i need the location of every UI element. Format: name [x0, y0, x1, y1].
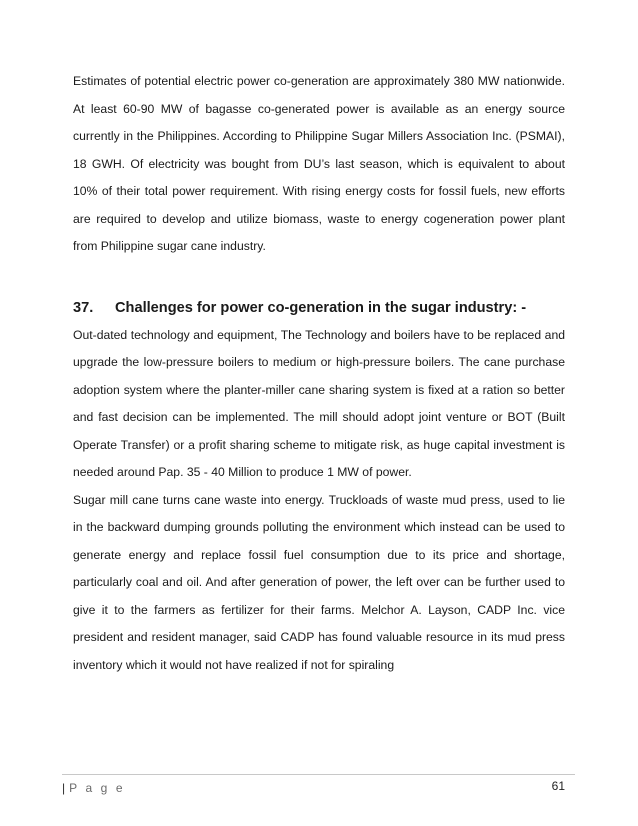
- section-heading: [73, 295, 565, 321]
- intro-paragraph: Estimates of potential electric power co-generation are approximately 380 MW nationwide. At least 60-90 MW of bagasse co-generated power is available as an energy source currently in the Philippines. According to Philippine Sugar Millers Association Inc. (PSMAI), 18 GWH. Of electricity was bought from DU’s last season, which is equivalent to about 10% of their total power requirement. With rising energy costs for fossil fuels, new efforts are required to develop and utilize biomass, waste to energy cogeneration power plant from Philippine sugar cane industry.: [73, 74, 565, 253]
- page-number: 61: [551, 779, 565, 793]
- section-paragraph-1: Out-dated technology and equipment, The Technology and boilers have to be replaced and upgrade the low-pressure boilers to medium or high-pressure boilers. The cane purchase adoption system where the planter-miller cane sharing system is fixed at a ration so better and fast decision can be implemented. The mill should adopt joint venture or BOT (Built Operate Transfer) or a profit sharing scheme to mitigate risk, as huge capital investment is needed around Pap. 35 - 40 Million to produce 1 MW of power.: [73, 327, 565, 479]
- page-content: [73, 68, 565, 679]
- footer-divider: [62, 774, 575, 775]
- footer-label: P a g e: [69, 781, 126, 795]
- footer-separator: |: [62, 781, 66, 795]
- footer-page-label: [62, 781, 125, 795]
- section-title: Challenges for power co-generation in the sugar industry: -: [115, 299, 527, 316]
- section-paragraph-2: Sugar mill cane turns cane waste into energy. Truckloads of waste mud press, used to lie in the backward dumping grounds polluting the environment which instead can be used to generate energy and replace fossil fuel consumption due to its price and shortage, particularly coal and oil. And after generation of power, the left over can be further used to give it to the farmers as fertilizer for their farms. Melchor A. Layson, CADP Inc. vice president and resident manager, said CADP has found valuable resource in its mud press inventory which it would not have realized if not for spiraling: [73, 492, 565, 672]
- section-number: 37.: [73, 299, 94, 316]
